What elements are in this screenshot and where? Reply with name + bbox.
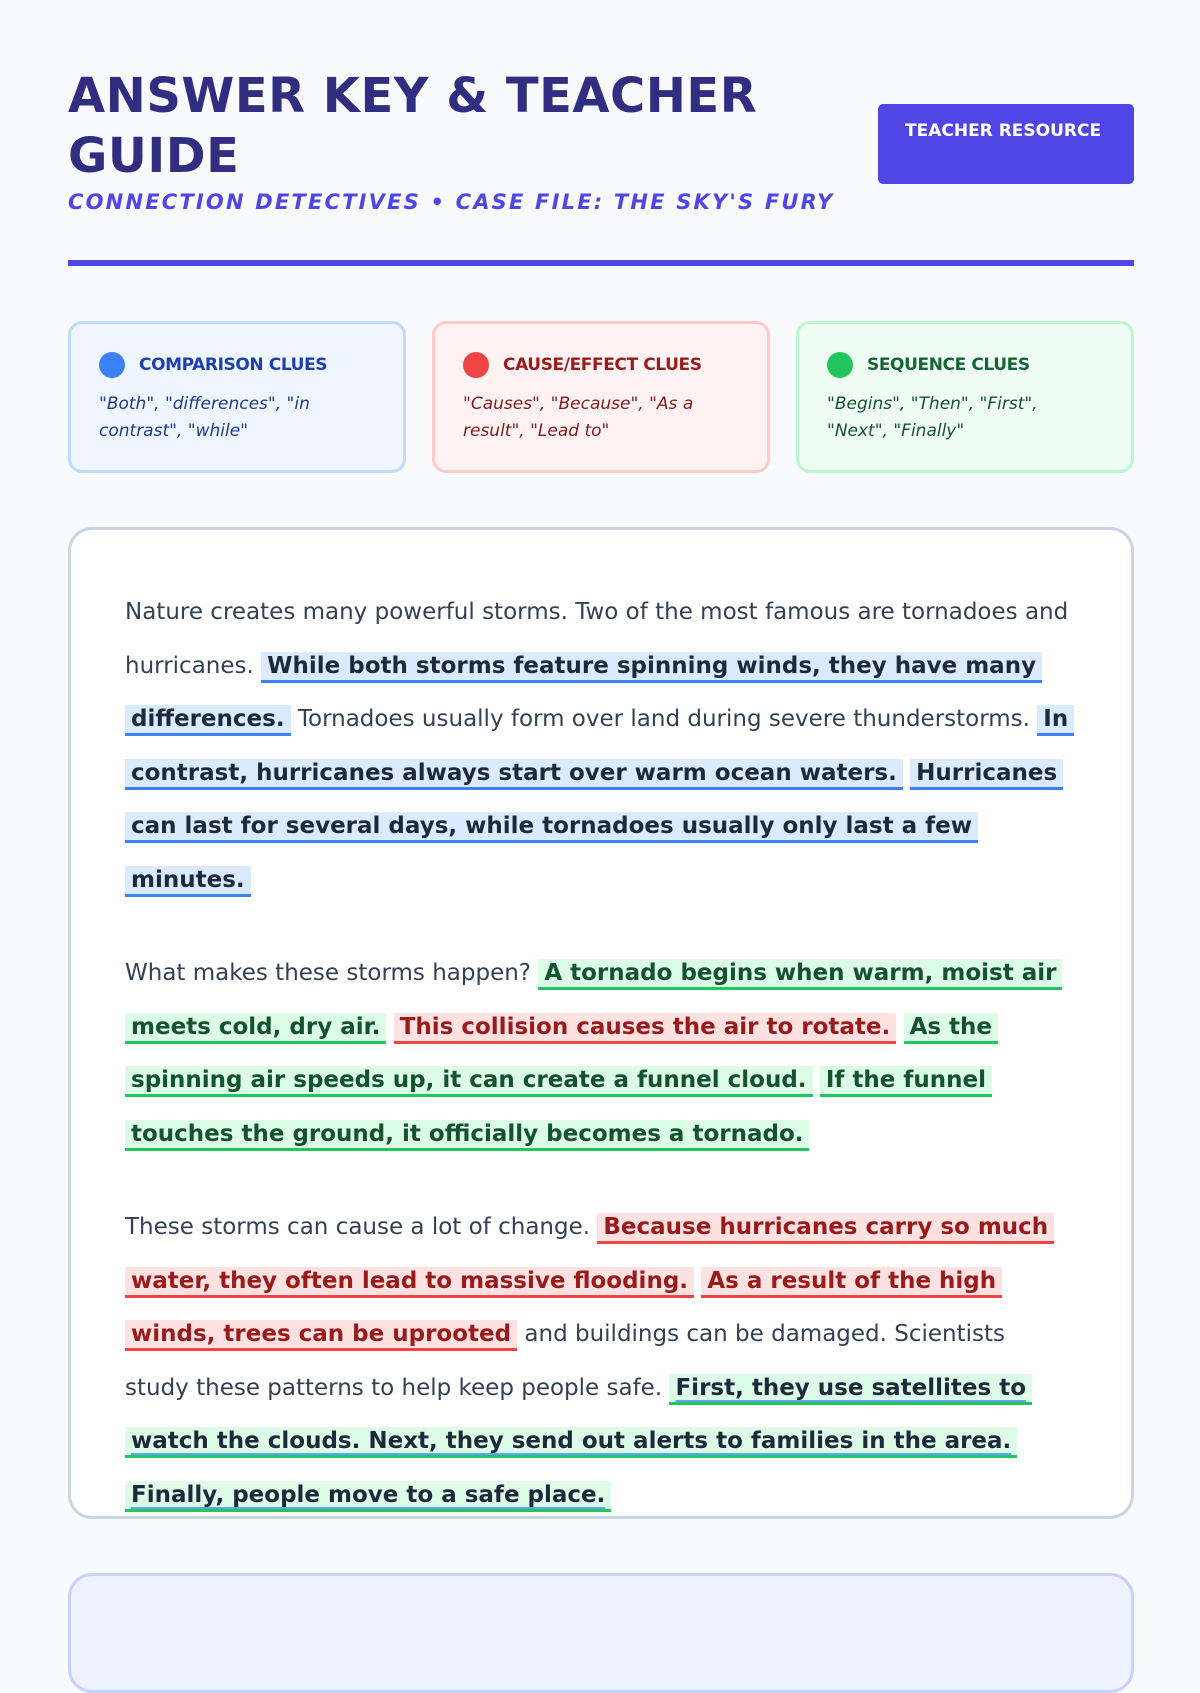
comparison-highlight: While both storms feature spinning winds, they have many differences. [125,652,1042,737]
header [68,66,1134,266]
legend-card-cause-effect [432,321,770,473]
cause-effect-highlight: This collision causes the air to rotate. [394,1013,897,1044]
sequence-highlight: First, they use satellites to watch the clouds. Next, they send out alerts to families in the area. Finally, people move to a safe place. [125,1374,1032,1512]
legend-card-sequence [796,321,1134,473]
teacher-resource-badge: TEACHER RESOURCE [878,104,1134,184]
legend-title-comparison: COMPARISON CLUES [139,355,328,375]
passage-text: Tornadoes usually form over land during severe thunderstorms. [297,706,1030,732]
sequence-highlight: If the funnel touches the ground, it officially becomes a tornado. [125,1066,992,1151]
cause-effect-highlight: As a result of the high winds, trees can be uprooted [125,1267,1002,1352]
passage-paragraph-3 [125,1201,1075,1522]
comparison-highlight: Hurricanes can last for several days, while tornadoes usually only last a few minutes. [125,759,1063,897]
legend-desc-sequence: "Begins", "Then", "First", "Next", "Finally" [827,394,1038,441]
sequence-dot-icon [827,352,853,378]
cause-effect-highlight: Because hurricanes carry so much water, they often lead to massive flooding. [125,1213,1054,1298]
sequence-highlight: As the spinning air speeds up, it can create a funnel cloud. [125,1013,998,1098]
reading-passage [68,527,1134,1519]
passage-paragraph-1 [125,586,1075,907]
next-section-panel [68,1573,1134,1693]
passage-text: Nature creates many powerful storms. Two of the most famous are tornadoes and hurricanes. [125,599,1069,679]
passage-text: What makes these storms happen? [125,960,532,986]
clue-legend [68,321,1134,473]
cause-effect-dot-icon [463,352,489,378]
legend-card-comparison [68,321,406,473]
passage-paragraph-2 [125,947,1075,1161]
comparison-highlight: In contrast, hurricanes always start over warm ocean waters. [125,705,1074,790]
header-divider [68,260,1134,266]
legend-desc-cause-effect: "Causes", "Because", "As a result", "Lead to" [463,394,694,441]
passage-text: These storms can cause a lot of change. [125,1214,591,1240]
page-subtitle: CONNECTION DETECTIVES • CASE FILE: THE SKY'S FURY [68,190,835,214]
legend-title-sequence: SEQUENCE CLUES [867,355,1030,375]
legend-desc-comparison: "Both", "differences", "in contrast", "while" [99,394,310,441]
page-title: ANSWER KEY & TEACHER GUIDE [68,68,758,184]
comparison-dot-icon [99,352,125,378]
passage-text: and buildings can be damaged. Scientists study these patterns to help keep people safe. [125,1321,1006,1401]
sequence-highlight: A tornado begins when warm, moist air meets cold, dry air. [125,959,1062,1044]
legend-title-cause-effect: CAUSE/EFFECT CLUES [503,355,702,375]
